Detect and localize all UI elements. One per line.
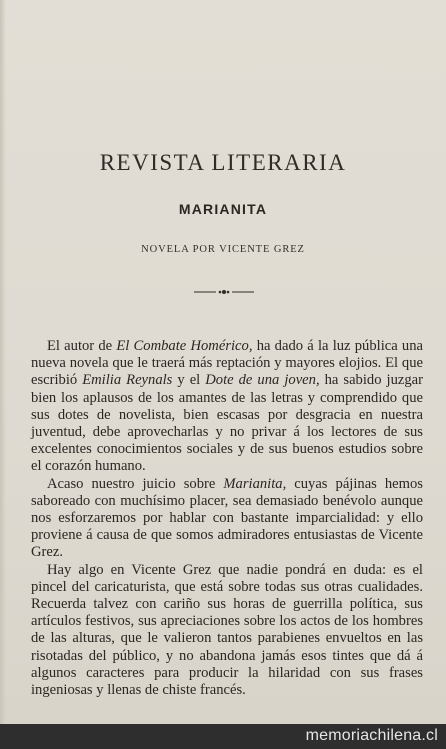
italic-title: Marianita, [223, 475, 287, 492]
byline: NOVELA POR VICENTE GREZ [141, 244, 305, 255]
article-body [31, 338, 423, 699]
text-run: y el [172, 372, 206, 389]
section-title: REVISTA LITERARIA [99, 150, 347, 175]
work-title: MARIANITA [178, 201, 268, 217]
text-run: Acaso nuestro juicio sobre [47, 475, 224, 492]
paragraph-1 [31, 338, 423, 476]
italic-title: Emilia Reynals [82, 372, 173, 389]
text-run: ha dado á la luz pública una nueva novela que le traerá más reptación y mayores elojios. El que escribió [31, 338, 423, 389]
text-run: Hay algo en Vicente Grez que nadie pondrá en duda: es el pincel del caricaturista, que está sobre todas sus otras cualidades. Recuerda talvez con cariño sus horas de guerrilla política, sus artículos festivos, sus apreciaciones sobre los actos de los hombres de las alturas, que le valieron tantos parabienes envueltos en las risotadas del público, y no abandona jamás esos tintes que dá á algunos caracteres para producir la hilaridad con sus frases ingeniosas y llenas de chiste francés. [31, 561, 423, 699]
italic-title: Dote de una joven, [205, 372, 320, 389]
text-run: El autor de [47, 338, 117, 354]
text-run: ha sabido juzgar bien los aplausos de los amantes de las letras y comprendido que sus dotes de novelista, bien escasas por desgracia en nuestra juventud, debe aprovecharlas y no privar á los lectores de sus excelentes conocimientos sociales y de sus buenos estudios sobre el corazón humano. [31, 372, 423, 475]
italic-title: El Combate Homérico, [116, 338, 253, 354]
text-run: cuyas pájinas hemos saboreado con muchísimo placer, sea demasiado benévolo aunque nos esforzaremos por hablar con bastante imparcialidad: y ello proviene á causa de que somos admiradores entusiastas de Vicente Grez. [31, 475, 423, 561]
footer-bar [0, 724, 446, 749]
page-edge-shadow [0, 0, 6, 724]
paragraph-2 [31, 476, 423, 562]
paragraph-3 [31, 562, 423, 700]
dash-dot-ornament-icon [194, 289, 254, 295]
watermark-text[interactable]: memoriachilena.cl [305, 727, 438, 744]
